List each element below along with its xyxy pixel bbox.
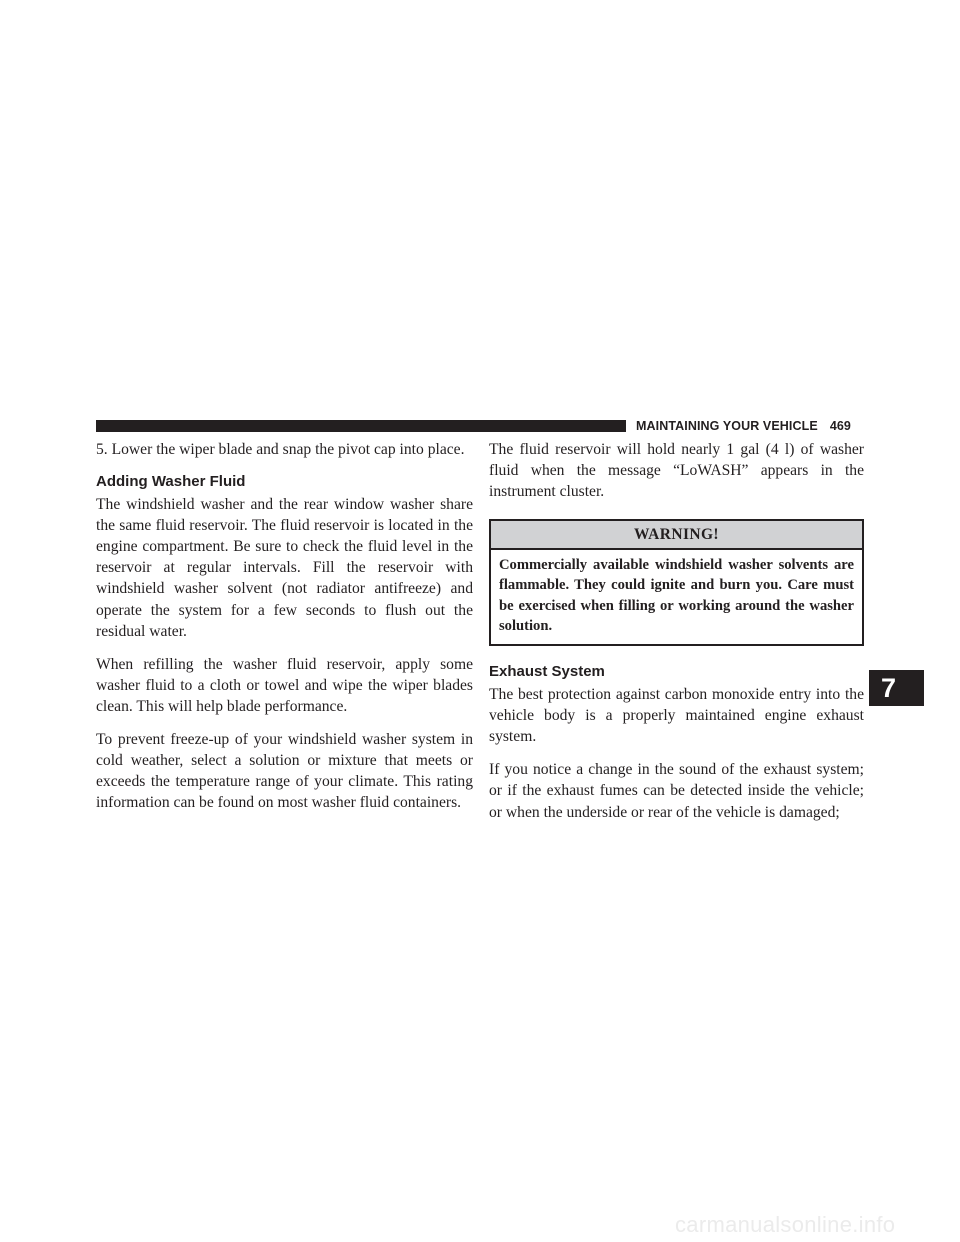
warning-title: WARNING!	[491, 521, 862, 550]
exhaust-system-heading: Exhaust System	[489, 663, 605, 681]
paragraph: The best protection against carbon monoxide entry into the vehicle body is a properly maintained engine exhaust system.	[489, 686, 864, 746]
warning-box	[489, 519, 864, 646]
chapter-tab: 7	[869, 670, 924, 706]
header-section-title: MAINTAINING YOUR VEHICLE	[636, 419, 818, 433]
step-5-text: 5. Lower the wiper blade and snap the pivot cap into place.	[96, 441, 465, 458]
paragraph: If you notice a change in the sound of the exhaust system; or if the exhaust fumes can be detected inside the vehicle; or when the underside or rear of the vehicle is damaged;	[489, 761, 864, 821]
page-number: 469	[829, 419, 851, 433]
left-column	[96, 439, 473, 813]
header-rule	[96, 420, 626, 432]
right-column	[489, 439, 864, 823]
paragraph: When refilling the washer fluid reservoir, apply some washer fluid to a cloth or towel and wipe the wiper blades clean. This will help blade performance.	[96, 655, 473, 715]
warning-text: Commercially available windshield washer solvents are flammable. They could ignite and burn you. Care must be exercised when filling or working around the washer solution.	[499, 557, 854, 634]
adding-washer-fluid-heading: Adding Washer Fluid	[96, 473, 246, 491]
paragraph: To prevent freeze-up of your windshield washer system in cold weather, select a solution or mixture that meets or exceeds the temperature range of your climate. This rating information can be found on most washer fluid containers.	[96, 731, 473, 812]
paragraph: The windshield washer and the rear window washer share the same fluid reservoir. The fluid reservoir is located in the engine compartment. Be sure to check the fluid level in the reservoir at regular intervals. Fill the reservoir with windshield washer solvent (not radiator antifreeze) and operate the system for a few seconds to flush out the residual water.	[96, 496, 473, 640]
watermark-text: carmanualsonline.info	[675, 1212, 896, 1237]
running-header	[636, 416, 866, 436]
reservoir-capacity-text: The fluid reservoir will hold nearly 1 gal (4 l) of washer fluid when the message “LoWASH” appears in the instrument cluster.	[489, 441, 864, 501]
